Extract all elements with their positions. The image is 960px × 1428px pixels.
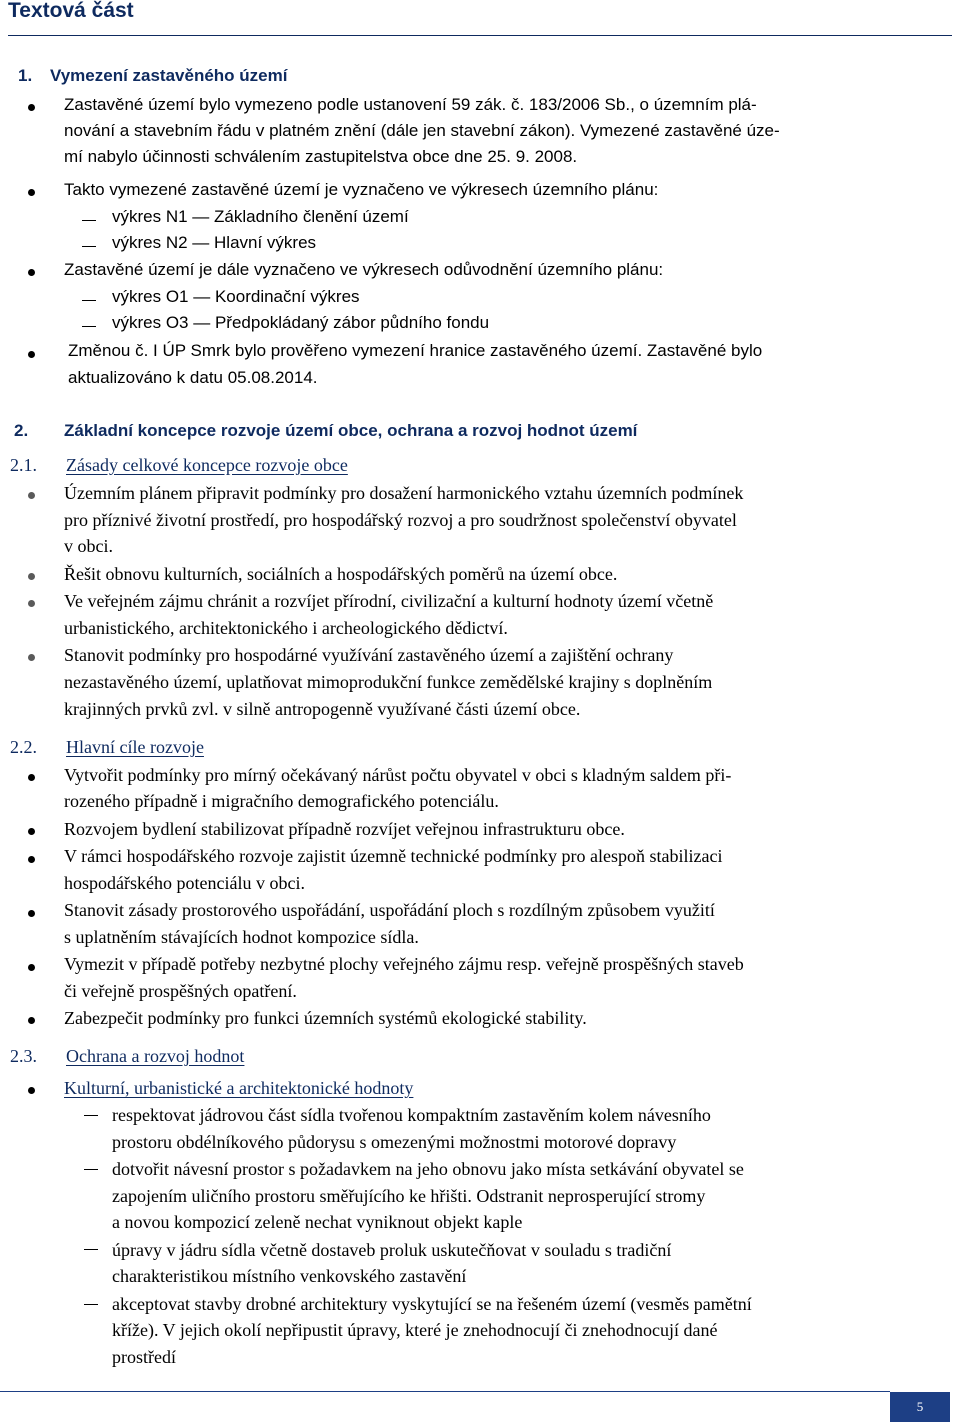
title-rule [8,35,952,36]
section-2-2-number: 2.2. [10,737,37,757]
s22-b6: Zabezpečit podmínky pro funkci územních systémů ekologické stability. [64,1008,587,1028]
s1-b1-line1: Zastavěné území bylo vymezeno podle ustanovení 59 zák. č. 183/2006 Sb., o územním plá- [64,95,757,114]
bullet-icon [28,856,35,863]
bullet-icon [28,1017,35,1024]
section-2-1-number: 2.1. [10,455,37,475]
s23-b1: Kulturní, urbanistické a architektonické hodnoty [64,1078,414,1098]
s23-d2-line2: zapojením uličního prostoru směřujícího ke hřišti. Odstranit neprosperující stromy [112,1186,706,1206]
s22-b1-line2: rozeného případně i migračního demografického potenciálu. [64,791,499,811]
s21-b4-line2: nezastavěného území, uplatňovat mimoprodukční funkce zemědělské krajiny s doplněním [64,672,713,692]
bullet-icon [28,351,35,358]
section-1-number: 1. [18,66,33,85]
section-2-title: Základní koncepce rozvoje území obce, ochrana a rozvoj hodnot území [64,421,638,440]
s1-b4-line2: aktualizováno k datu 05.08.2014. [68,368,318,387]
s21-b1-line1: Územním plánem připravit podmínky pro dosažení harmonického vztahu územních podmínek [64,483,744,503]
dash-icon [84,1169,98,1170]
s22-b5-line2: či veřejně prospěšných opatření. [64,981,297,1001]
section-2-3-title: Ochrana a rozvoj hodnot [66,1046,245,1066]
s1-b3-item1: výkres O1 — Koordinační výkres [112,287,360,306]
dash-icon [82,300,96,301]
s1-b2-item1: výkres N1 — Základního členění území [112,207,409,226]
s1-b1-line3: mí nabylo účinnosti schválením zastupitelstva obce dne 25. 9. 2008. [64,147,578,166]
section-2-number: 2. [14,421,29,440]
s1-b3: Zastavěné území je dále vyznačeno ve výkresech odůvodnění územního plánu: [64,260,664,279]
s1-b3-item2: výkres O3 — Předpokládaný zábor půdního fondu [112,313,490,332]
s23-d2-line1: dotvořit návesní prostor s požadavkem na jeho obnovu jako místa setkávání obyvatel se [112,1159,744,1179]
s23-d2-line3: a novou kompozicí zeleně nechat vyniknout objekt kaple [112,1212,523,1232]
s1-b1-line2: nování a stavebním řádu v platném znění (dále jen stavební zákon). Vymezené zastavěné úze- [64,121,780,140]
s21-b4-line1: Stanovit podmínky pro hospodárné využívání zastavěného území a zajištění ochrany [64,645,674,665]
bullet-icon [28,828,35,835]
dash-icon [84,1115,98,1116]
s22-b3-line1: V rámci hospodářského rozvoje zajistit územně technické podmínky pro alespoň stabilizaci [64,846,723,866]
s21-b3-line1: Ve veřejném zájmu chránit a rozvíjet přírodní, civilizační a kulturní hodnoty území včetně [64,591,714,611]
bullet-icon [28,600,35,607]
s23-d1-line1: respektovat jádrovou část sídla tvořenou kompaktním zastavěním kolem návesního [112,1105,711,1125]
bullet-icon [28,1087,35,1094]
s23-d4-line1: akceptovat stavby drobné architektury vyskytující se na řešeném území (vesměs pamětní [112,1294,752,1314]
bullet-icon [28,189,35,196]
bullet-icon [28,492,35,499]
dash-icon [84,1304,98,1305]
s21-b2: Řešit obnovu kulturních, sociálních a hospodářských poměrů na území obce. [64,564,618,584]
s21-b3-line2: urbanistického, architektonického i archeologického dědictví. [64,618,508,638]
s23-d1-line2: prostoru obdélníkového půdorysu s omezenými možnostmi motorové dopravy [112,1132,677,1152]
s23-d3-line1: úpravy v jádru sídla včetně dostaveb proluk uskutečňovat v souladu s tradiční [112,1240,672,1260]
s23-d4-line2: kříže). V jejich okolí nepřipustit úpravy, které je znehodnocují či znehodnocují dané [112,1320,718,1340]
dash-icon [84,1249,98,1250]
section-2-3-number: 2.3. [10,1046,37,1066]
s22-b2: Rozvojem bydlení stabilizovat případně rozvíjet veřejnou infrastrukturu obce. [64,819,625,839]
s23-d3-line2: charakteristikou místního venkovského zastavění [112,1266,467,1286]
page-number: 5 [890,1392,950,1422]
s21-b1-line3: v obci. [64,536,113,556]
s1-b4-line1: Změnou č. I ÚP Smrk bylo prověřeno vymezení hranice zastavěného území. Zastavěné bylo [68,341,763,360]
s21-b4-line3: krajinných prvků zvl. v silně antropogenně využívané části území obce. [64,699,581,719]
s21-b1-line2: pro příznivé životní prostředí, pro hospodářský rozvoj a pro soudržnost společenství obyvatel [64,510,737,530]
section-2-1-title: Zásady celkové koncepce rozvoje obce [66,455,348,475]
dash-icon [82,246,96,247]
s22-b4-line1: Stanovit zásady prostorového uspořádání, uspořádání ploch s rozdílným způsobem využití [64,900,715,920]
bullet-icon [28,573,35,580]
bullet-icon [28,774,35,781]
s23-d4-line3: prostředí [112,1347,176,1367]
footer-rule [0,1391,890,1392]
bullet-icon [28,269,35,276]
page-title: Textová část [8,0,134,22]
section-1-title: Vymezení zastavěného území [50,66,288,85]
bullet-icon [28,654,35,661]
section-2-2-title: Hlavní cíle rozvoje [66,737,204,757]
bullet-icon [28,910,35,917]
dash-icon [82,220,96,221]
dash-icon [82,326,96,327]
s22-b4-line2: s uplatněním stávajících hodnot kompozice sídla. [64,927,419,947]
s1-b2: Takto vymezené zastavěné území je vyznačeno ve výkresech územního plánu: [64,180,659,199]
s22-b5-line1: Vymezit v případě potřeby nezbytné plochy veřejného zájmu resp. veřejně prospěšných staveb [64,954,744,974]
bullet-icon [28,964,35,971]
s1-b2-item2: výkres N2 — Hlavní výkres [112,233,317,252]
s22-b1-line1: Vytvořit podmínky pro mírný očekávaný nárůst počtu obyvatel v obci s kladným saldem při- [64,765,732,785]
bullet-icon [28,104,35,111]
s22-b3-line2: hospodářského potenciálu v obci. [64,873,305,893]
